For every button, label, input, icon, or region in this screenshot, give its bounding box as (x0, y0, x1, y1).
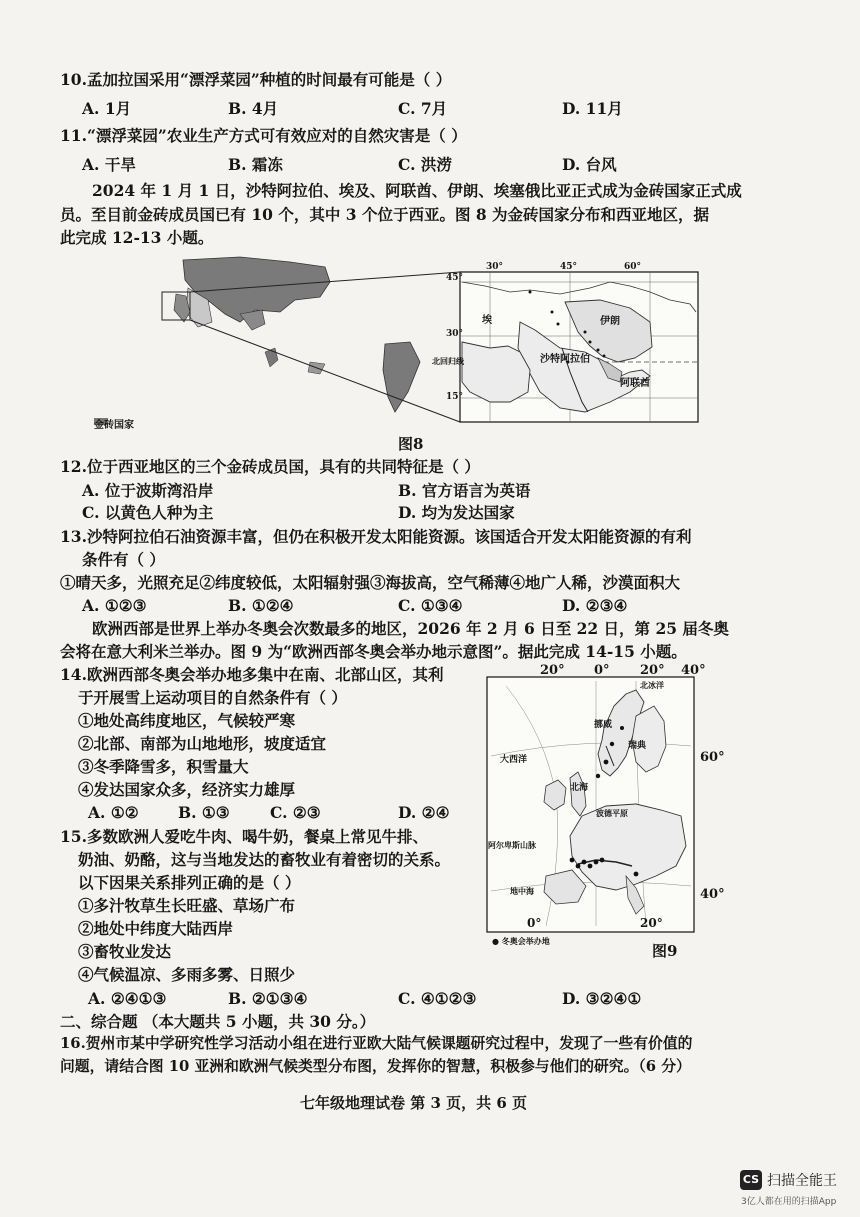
q13-option-c: C. ①③④ (398, 596, 463, 615)
q13-option-d: D. ②③④ (562, 596, 628, 615)
q14-stem-line-2: 于开展雪上运动项目的自然条件有（ ） (78, 688, 347, 707)
intro-12-13-line-3: 此完成 12-13 小题。 (60, 228, 214, 247)
fig9-top-tick-3: 20° (640, 663, 665, 678)
fig9-top-tick-1: 20° (540, 663, 565, 678)
q10-stem: 10.孟加拉国采用“漂浮菜园”种植的时间最有可能是（ ） (60, 70, 452, 89)
q16-line-2: 问题，请结合图 10 亚洲和欧洲气候类型分布图，发挥你的智慧，积极参与他们的研究。（6 分） (60, 1058, 691, 1075)
q15-stem-line-2: 奶油、奶酪，这与当地发达的畜牧业有着密切的关系。 (78, 850, 451, 869)
q10-option-b: B. 4月 (228, 99, 279, 118)
q12-stem: 12.位于西亚地区的三个金砖成员国，具有的共同特征是（ ） (60, 457, 480, 476)
fig9-legend: ● 冬奥会举办地 (492, 936, 550, 946)
fig9-norway-label: 挪威 (594, 720, 613, 730)
q10-option-d: D. 11月 (562, 99, 623, 118)
intro-12-13-line-2: 员。至目前金砖成员国已有 10 个，其中 3 个位于西亚。图 8 为金砖国家分布和西亚地区，据 (60, 205, 710, 224)
q13-option-b: B. ①②④ (228, 596, 294, 615)
fig9-alps-label: 阿尔卑斯山脉 (488, 840, 536, 850)
q12-option-c: C. 以黄色人种为主 (82, 503, 214, 522)
fig8-egypt-label: 埃 (482, 315, 492, 326)
intro-14-15-line-2: 会将在意大利米兰举办。图 9 为“欧洲西部冬奥会举办地示意图”。据此完成 14-15 小题。 (60, 642, 687, 661)
fig8-lon-tick-3: 60° (624, 262, 642, 272)
q14-option-c: C. ②③ (270, 803, 321, 822)
q15-option-b: B. ②①③④ (228, 989, 308, 1008)
q11-stem: 11.“漂浮菜园”农业生产方式可有效应对的自然灾害是（ ） (60, 126, 467, 145)
fig9-plain-label: 波德平原 (596, 808, 628, 818)
q11-option-d: D. 台风 (562, 155, 617, 174)
fig9-atlantic-label: 大西洋 (500, 755, 528, 765)
q15-item-1: ①多汁牧草生长旺盛、草场广布 (78, 896, 296, 915)
fig9-right-tick-1: 60° (700, 750, 725, 765)
fig8-iran-label: 伊朗 (600, 316, 620, 327)
scanner-logo-icon: CS (740, 1170, 762, 1190)
intro-14-15-line-1: 欧洲西部是世界上举办冬奥会次数最多的地区，2026 年 2 月 6 日至 22 日，第 25 届冬奥 (92, 619, 729, 638)
q11-option-c: C. 洪涝 (398, 155, 452, 174)
west-asia-inset (460, 272, 698, 422)
q14-option-b: B. ①③ (178, 803, 230, 822)
fig9-top-tick-2: 0° (594, 663, 610, 678)
q13-option-a: A. ①②③ (82, 596, 147, 615)
q15-option-c: C. ④①②③ (398, 989, 477, 1008)
fig8-uae-label: 阿联酋 (620, 378, 650, 389)
fig8-saudi-label: 沙特阿拉伯 (540, 354, 590, 365)
q13-stem-line-2: 条件有（ ） (82, 550, 165, 569)
q10-option-c: C. 7月 (398, 99, 448, 118)
fig9-top-tick-4: 40° (681, 663, 706, 678)
q11-option-b: B. 霜冻 (228, 155, 283, 174)
q11-option-a: A. 干旱 (82, 155, 136, 174)
q12-option-a: A. 位于波斯湾沿岸 (82, 481, 214, 500)
world-map-panel (162, 257, 460, 422)
fig8-tropic-label: 北回归线 (432, 356, 464, 366)
q14-item-4: ④发达国家众多，经济实力雄厚 (78, 780, 296, 799)
section-2-heading: 二、综合题 （本大题共 5 小题，共 30 分。） (60, 1012, 376, 1031)
q14-option-d: D. ②④ (398, 803, 450, 822)
q14-item-3: ③冬季降雪多，积雪量大 (78, 757, 249, 776)
q14-stem-line-1: 14.欧洲西部冬奥会举办地多集中在南、北部山区，其利 (60, 665, 444, 684)
q15-item-3: ③畜牧业发达 (78, 942, 172, 961)
q14-item-2: ②北部、南部为山地地形，坡度适宜 (78, 734, 327, 753)
q15-stem-line-3: 以下因果关系排列正确的是（ ） (78, 873, 301, 892)
scanner-app-tagline: 3亿人都在用的扫描App (741, 1197, 837, 1207)
q15-option-a: A. ②④①③ (88, 989, 167, 1008)
fig8-lon-tick-2: 45° (560, 262, 578, 272)
q13-items: ①晴天多，光照充足②纬度较低，太阳辐射强③海拔高，空气稀薄④地广人稀，沙漠面积大 (60, 573, 681, 592)
figure-8-map (90, 252, 710, 432)
fig9-caption: 图9 (652, 942, 678, 960)
scanner-app-name: 扫描全能王 (767, 1173, 837, 1189)
q12-option-b: B. 官方语言为英语 (398, 481, 531, 500)
q14-option-a: A. ①② (88, 803, 139, 822)
intro-12-13-line-1: 2024 年 1 月 1 日，沙特阿拉伯、埃及、阿联酋、伊朗、埃塞俄比亚正式成为金砖国家正式成 (92, 181, 742, 200)
q16-line-1: 16.贺州市某中学研究性学习活动小组在进行亚欧大陆气候课题研究过程中，发现了一些有价值的 (60, 1035, 693, 1052)
fig8-caption: 图8 (398, 435, 424, 453)
fig8-lat-tick-2: 30° (446, 329, 464, 339)
fig9-bottom-tick-2: 20° (640, 916, 663, 930)
fig8-legend-label: 金砖国家 (94, 420, 134, 431)
q15-item-2: ②地处中纬度大陆西岸 (78, 919, 234, 938)
fig9-right-tick-2: 40° (700, 887, 725, 902)
fig9-northsea-label: 北海 (570, 783, 589, 793)
fig9-arctic-label: 北冰洋 (640, 680, 664, 690)
q13-stem-line-1: 13.沙特阿拉伯石油资源丰富，但仍在积极开发太阳能资源。该国适合开发太阳能资源的有利 (60, 527, 692, 546)
q10-option-a: A. 1月 (82, 99, 132, 118)
q15-item-4: ④气候温凉、多雨多雾、日照少 (78, 965, 296, 984)
q12-option-d: D. 均为发达国家 (398, 503, 515, 522)
fig9-med-label: 地中海 (510, 886, 534, 896)
fig8-lon-tick-1: 30° (486, 262, 504, 272)
fig8-lat-tick-3: 15° (446, 392, 464, 402)
q14-item-1: ①地处高纬度地区，气候较严寒 (78, 711, 296, 730)
fig8-lat-tick-1: 45° (446, 273, 464, 283)
page-footer: 七年级地理试卷 第 3 页，共 6 页 (300, 1094, 527, 1112)
q15-stem-line-1: 15.多数欧洲人爱吃牛肉、喝牛奶，餐桌上常见牛排、 (60, 827, 428, 846)
fig9-sweden-label: 瑞典 (628, 741, 647, 751)
q15-option-d: D. ③②④① (562, 989, 642, 1008)
fig9-bottom-tick-1: 0° (527, 916, 542, 930)
